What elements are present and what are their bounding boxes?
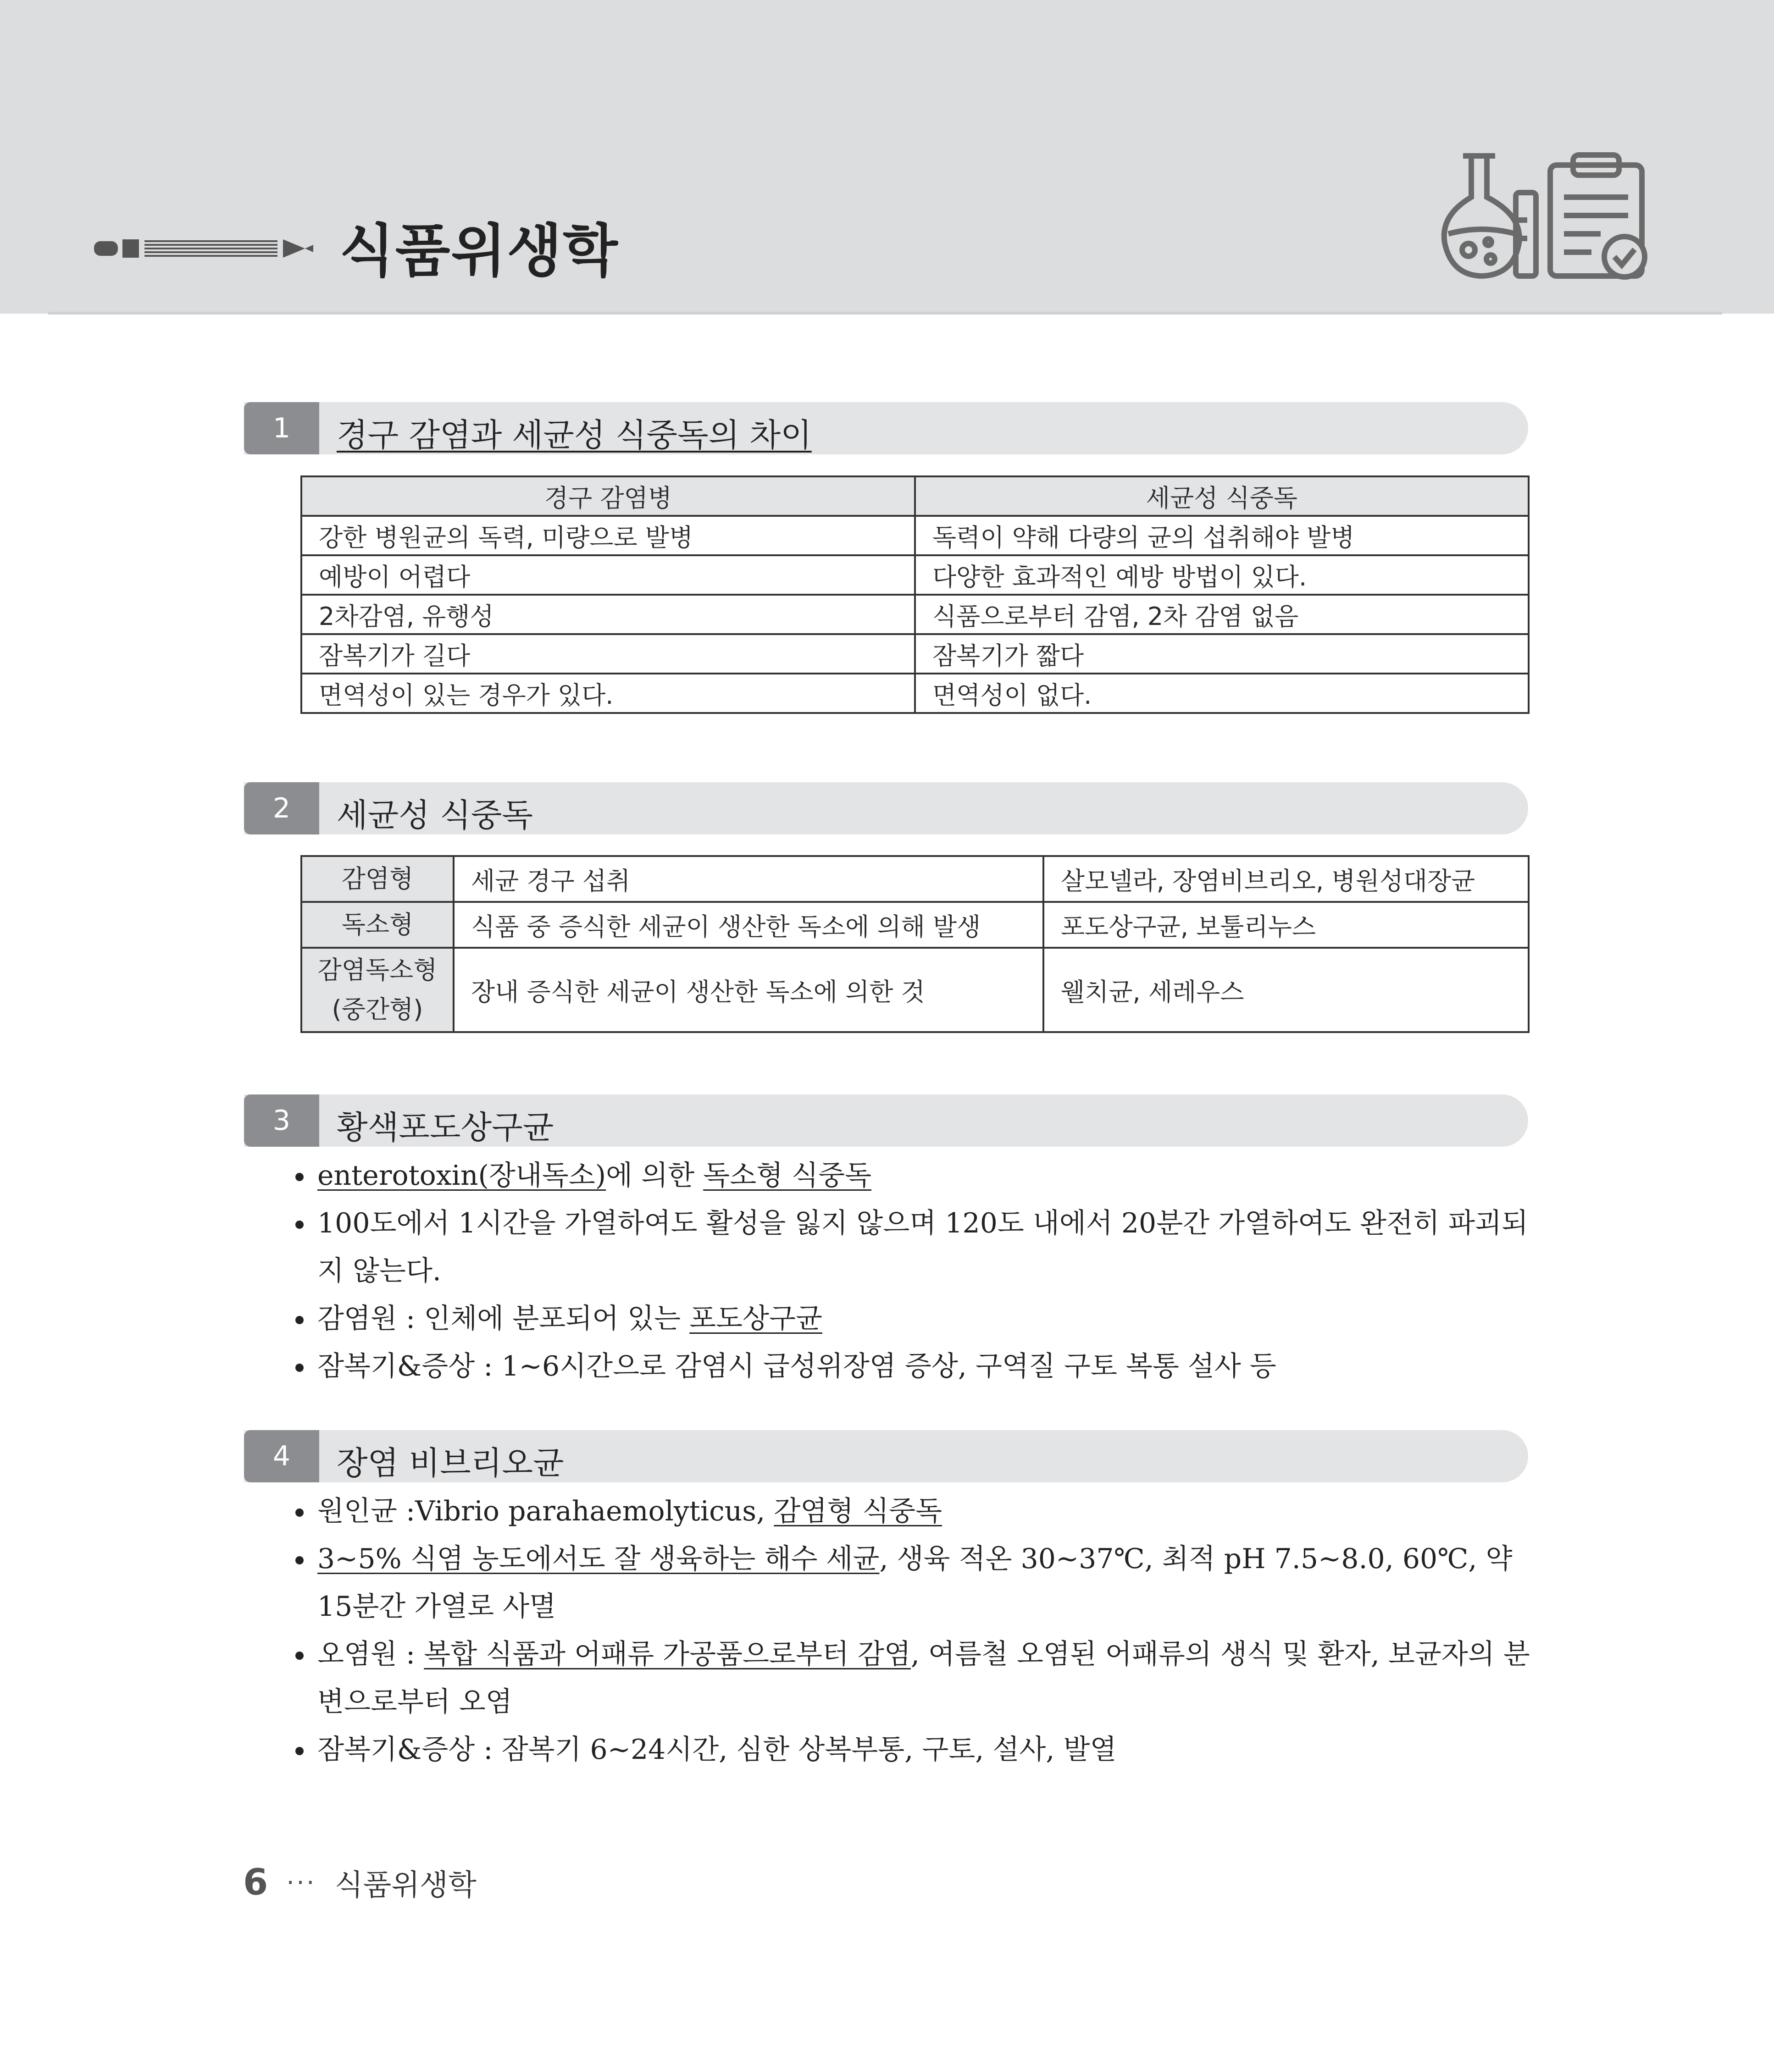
underlined-text: 독소형 식중독 [703,1160,872,1192]
column-header: 세균성 식중독 [915,476,1529,516]
list-item: 잠복기&증상 : 잠복기 6~24시간, 심한 상복부통, 구토, 설사, 발열 [289,1726,1536,1774]
table-cell: 잠복기가 짧다 [915,634,1529,674]
table-cell: 면역성이 있는 경우가 있다. [301,674,915,713]
list-item: 잠복기&증상 : 1~6시간으로 감염시 급성위장염 증상, 구역질 구토 복통 설사 등 [289,1343,1536,1390]
table-row [301,948,1529,1032]
footer-book-title: 식품위생학 [334,1868,477,1902]
table-cell: 식품으로부터 감염, 2차 감염 없음 [915,595,1529,634]
section-4-bullets [289,1487,1536,1774]
text: 원인균 :Vibrio parahaemolyticus, [317,1495,774,1527]
table-oral-vs-bacterial [300,475,1530,714]
desc-cell: 장내 증식한 세균이 생산한 독소에 의한 것 [454,948,1043,1032]
list-item [289,1295,1536,1343]
underlined-text: 3~5% 식염 농도에서도 잘 생육하는 해수 세균 [317,1543,880,1575]
footer-separator: ··· [286,1868,316,1898]
table-cell: 다양한 효과적인 예방 방법이 있다. [915,555,1529,595]
desc-cell: 식품 중 증식한 세균이 생산한 독소에 의해 발생 [454,902,1043,948]
examples-cell: 살모넬라, 장염비브리오, 병원성대장균 [1043,856,1529,902]
table-cell: 강한 병원균의 독력, 미량으로 발병 [301,516,915,555]
table-row [301,516,1529,555]
underlined-text: enterotoxin(장내독소) [317,1160,606,1192]
section-number: 1 [244,402,319,454]
list-item [289,1487,1536,1535]
list-item [289,1535,1536,1630]
section-number: 4 [244,1430,319,1482]
clipboard-check-icon [1550,155,1645,277]
text: 오염원 : [317,1638,424,1670]
section-title: 장염 비브리오균 [337,1444,564,1482]
table-row [301,902,1529,948]
section-1-header [244,402,1528,454]
section-2-header [244,782,1528,834]
flask-icon [1444,156,1519,276]
table-cell: 2차감염, 유행성 [301,595,915,634]
page-number: 6 [243,1862,268,1903]
table-cell: 예방이 어렵다 [301,555,915,595]
text: , 생육 적온 30~37℃, 최적 pH 7.5~8.0, 60℃, 약 15분간 가열로 사멸 [317,1543,1513,1623]
lab-icons [1436,147,1656,284]
text: 에 의한 [606,1160,704,1192]
section-title: 경구 감염과 세균성 식중독의 차이 [337,416,812,454]
table-cell: 잠복기가 길다 [301,634,915,674]
pencil-icon [94,235,323,262]
table-row [301,674,1529,713]
underlined-text: 복합 식품과 어패류 가공품으로부터 감염 [424,1638,911,1670]
list-item: 100도에서 1시간을 가열하여도 활성을 잃지 않으며 120도 내에서 20분간 가열하여도 완전히 파괴되지 않는다. [289,1199,1536,1295]
type-cell: 독소형 [301,902,454,948]
chapter-title: 식품위생학 [339,218,619,284]
underlined-text: 감염형 식중독 [774,1495,942,1527]
section-title: 황색포도상구균 [337,1109,554,1146]
examples-cell: 웰치균, 세레우스 [1043,948,1529,1032]
text: , 여름철 오염된 어패류의 생식 및 환자, 보균자의 분변으로부터 오염 [317,1638,1530,1718]
table-row [301,555,1529,595]
table-bacterial-types [300,855,1530,1033]
type-cell: 감염독소형 (중간형) [301,948,454,1032]
table-cell: 독력이 약해 다량의 균의 섭취해야 발병 [915,516,1529,555]
section-number: 2 [244,782,319,834]
section-4-header [244,1430,1528,1482]
table-row [301,595,1529,634]
table-row [301,856,1529,902]
header-divider [48,312,1722,315]
underlined-text: 포도상구균 [689,1303,822,1335]
section-title: 세균성 식중독 [337,796,533,834]
list-item [289,1152,1536,1199]
text: 감염원 : 인체에 분포되어 있는 [317,1303,690,1335]
section-3-header [244,1094,1528,1147]
section-number: 3 [244,1094,319,1147]
column-header: 경구 감염병 [301,476,915,516]
section-3-bullets [289,1152,1536,1390]
table-row [301,634,1529,674]
table-cell: 면역성이 없다. [915,674,1529,713]
list-item [289,1630,1536,1726]
page-footer [243,1862,477,1904]
desc-cell: 세균 경구 섭취 [454,856,1043,902]
type-cell: 감염형 [301,856,454,902]
examples-cell: 포도상구균, 보툴리누스 [1043,902,1529,948]
